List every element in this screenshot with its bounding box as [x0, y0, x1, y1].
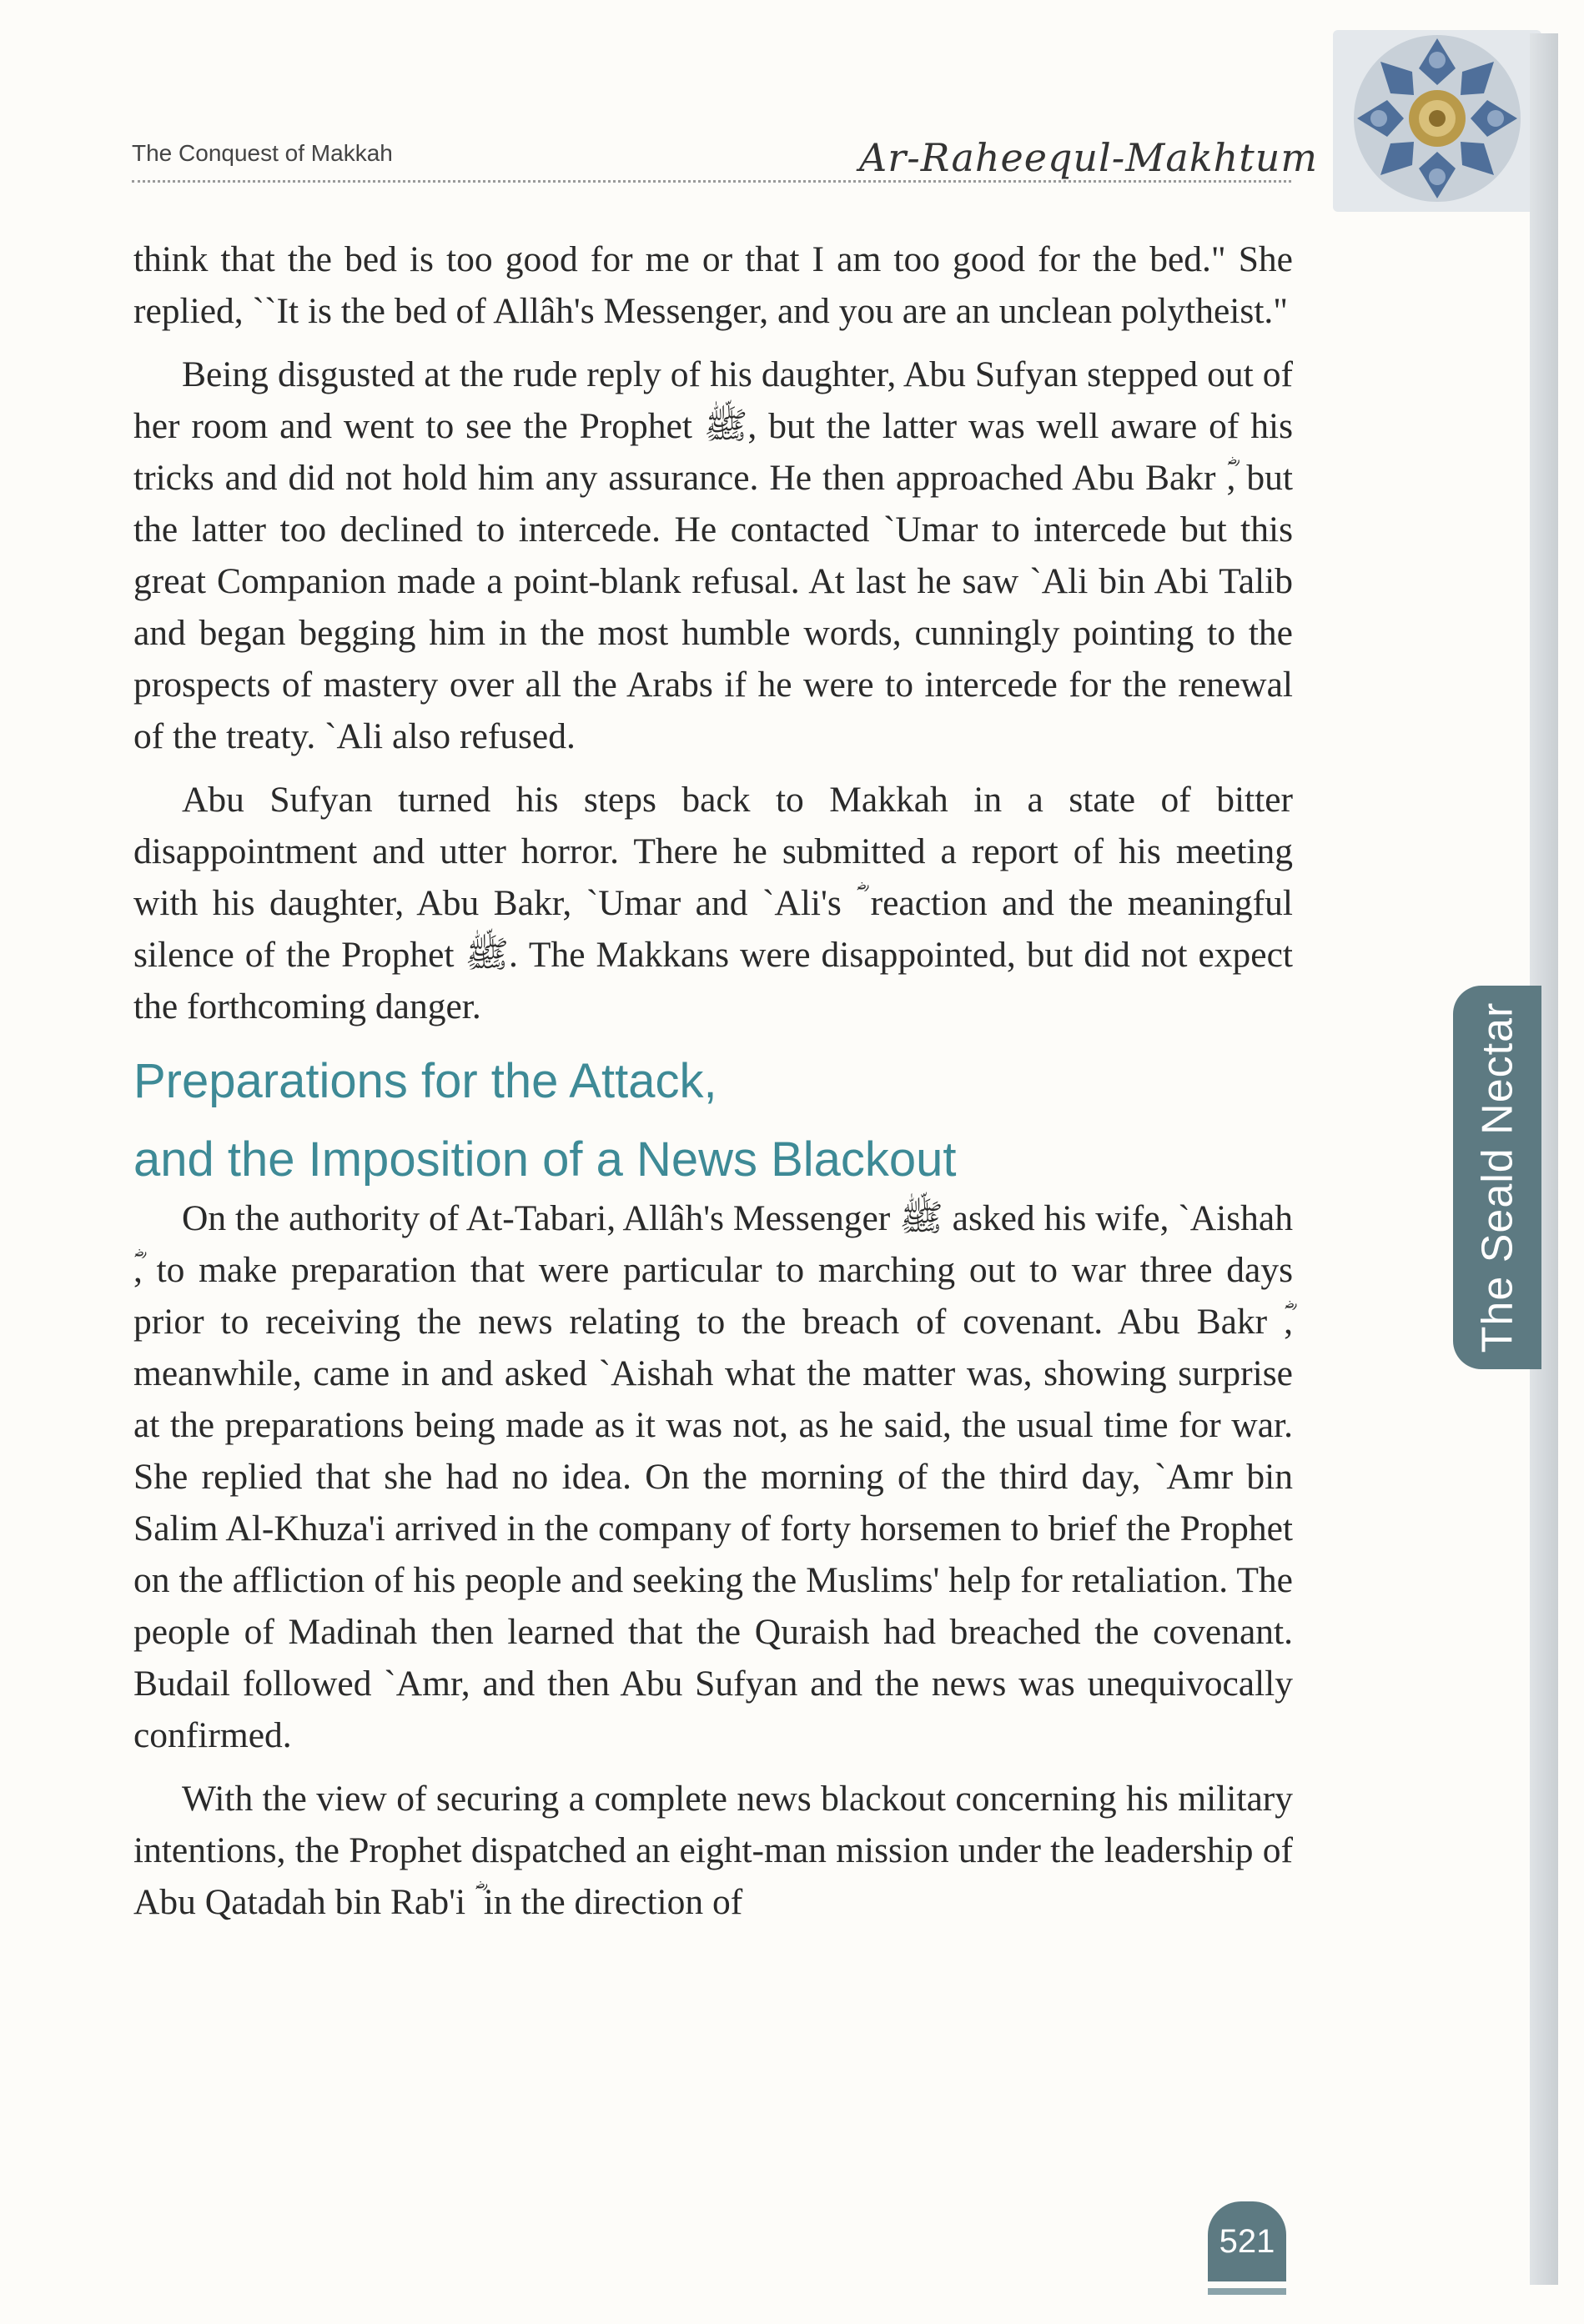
paragraph-4: On the authority of At-Tabari, Allâh's Messenger ﷺ asked his wife, `Aishah ؓ, to make preparation that were particular to marching out to war three days prior to receiving the news relating to the breach of covenant. Abu Bakr ؓ, meanwhile, came in and asked `Aishah what the matter was, showing surprise at the preparations being made as it was not, as he said, the usual time for war. She replied that she had no idea. On the morning of the third day, `Amr bin Salim Al-Khuza'i arrived in the company of forty horsemen to brief the Prophet on the affliction of his people and seeking the Muslims' help for retaliation. The people of Madinah then learned that the Quraish had breached the covenant. Budail followed `Amr, and then Abu Sufyan and the news was unequivocally confirmed. — [133, 1198, 1293, 1755]
section-heading-line-1: Preparations for the Attack, — [133, 1054, 717, 1108]
section-tab-label: The Seald Nectar — [1473, 1001, 1521, 1353]
running-head-book-title: Ar-Raheequl-Makhtum — [859, 135, 1319, 180]
section-heading-line-2: and the Imposition of a News Blackout — [133, 1132, 957, 1187]
section-heading — [133, 1044, 1293, 1197]
paragraph-1: think that the bed is too good for me or that I am too good for the bed." She replied, ``It is the bed of Allâh's Messenger, and you are an unclean polytheist." — [133, 239, 1293, 331]
paragraph-2: Being disgusted at the rude reply of his daughter, Abu Sufyan stepped out of her room and went to see the Prophet ﷺ, but the latter was well aware of his tricks and did not hold him any assurance. He then approached Abu Bakr ؓ, but the latter too declined to intercede. He contacted `Umar to intercede but this great Companion made a point-blank refusal. At last he saw `Ali bin Abi Talib and began begging him in the most humble words, cunningly pointing to the prospects of mastery over all the Arabs if he were to intercede for the renewal of the treaty. `Ali also refused. — [133, 354, 1293, 756]
rosette-ornament-icon — [1325, 25, 1550, 217]
page-number-underline — [1208, 2288, 1286, 2295]
paragraph-3: Abu Sufyan turned his steps back to Makkah in a state of bitter disappointment and utter horror. There he submitted a report of his meeting with his daughter, Abu Bakr, `Umar and `Ali's ؓ reaction and the meaningful silence of the Prophet ﷺ. The Makkans were disappointed, but did not expect the forthcoming danger. — [133, 780, 1293, 1026]
page-number-badge — [1208, 2201, 1286, 2281]
running-head-section: The Conquest of Makkah — [132, 140, 393, 166]
page-number: 521 — [1219, 2222, 1275, 2260]
header-divider — [132, 180, 1291, 183]
paragraph-5: With the view of securing a complete news blackout concerning his military intentions, the Prophet dispatched an eight-man mission under the leadership of Abu Qatadah bin Rab'i ؓ in the direction of — [133, 1779, 1293, 1922]
body-text — [133, 233, 1293, 1940]
section-tab-label-wrap — [1453, 986, 1541, 1369]
